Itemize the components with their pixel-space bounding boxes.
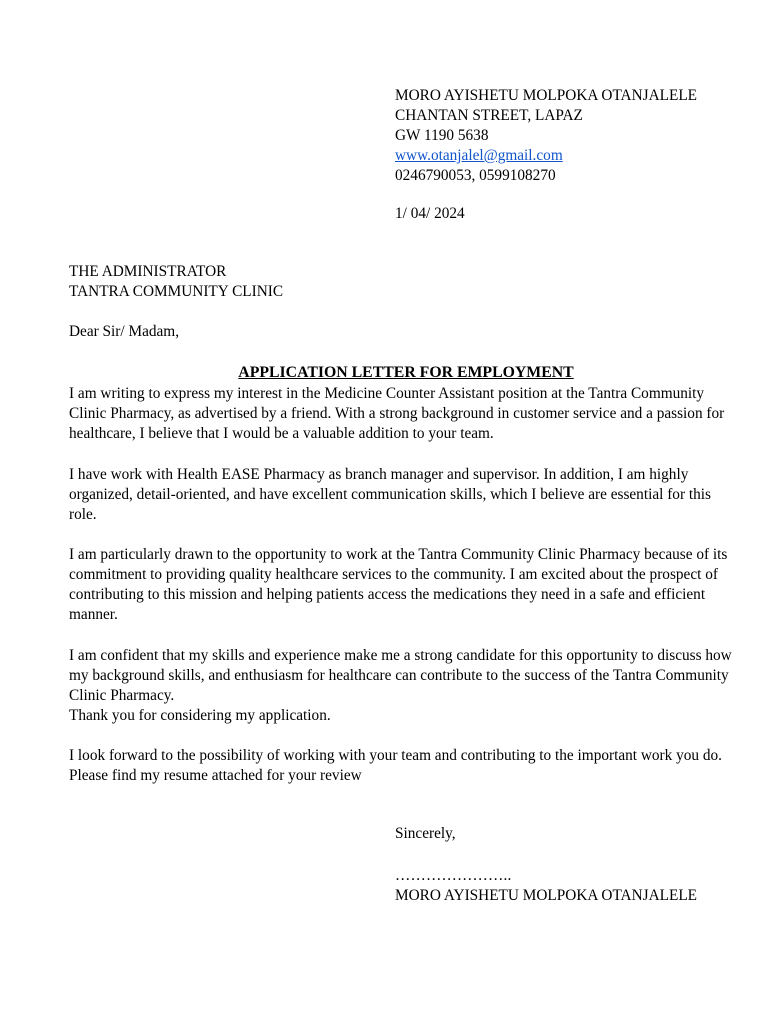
body-paragraph-2: I have work with Health EASE Pharmacy as branch manager and supervisor. In addition, I am highly organized, detail-oriented, and have excellent communication skills, which I believe are essential for this role. — [69, 465, 711, 523]
letter-body — [69, 384, 739, 807]
body-paragraph-3: I am particularly drawn to the opportunity to work at the Tantra Community Clinic Pharmacy because of its commitment to providing quality healthcare services to the community. I am excited about the prospect of contributing to this mission and helping patients access the medications they need in a safe and efficient manner. — [69, 546, 728, 623]
body-paragraph-4: I am confident that my skills and experience make me a strong candidate for this opportunity to discuss how my background skills, and enthusiasm for healthcare can contribute to the success of the Tantra Community Clinic Pharmacy. — [69, 646, 732, 704]
sender-phones: 0246790053, 0599108270 — [395, 167, 556, 184]
salutation: Dear Sir/ Madam, — [69, 323, 180, 340]
closing: Sincerely, — [395, 825, 456, 842]
sender-name: MORO AYISHETU MOLPOKA OTANJALELE — [395, 87, 698, 104]
sender-address-block — [395, 86, 755, 186]
body-paragraph-5: Thank you for considering my application. — [69, 706, 331, 724]
signature-name: MORO AYISHETU MOLPOKA OTANJALELE — [395, 887, 698, 904]
letter-date: 1/ 04/ 2024 — [395, 205, 465, 222]
recipient-title: THE ADMINISTRATOR — [69, 263, 227, 280]
subject-heading: APPLICATION LETTER FOR EMPLOYMENT — [238, 364, 574, 381]
recipient-organization: TANTRA COMMUNITY CLINIC — [69, 283, 284, 300]
sender-code: GW 1190 5638 — [395, 127, 489, 144]
body-paragraph-6: I look forward to the possibility of working with your team and contributing to the important work you do. Please find my resume attached for your review — [69, 747, 722, 784]
sender-email-link[interactable]: www.otanjalel@gmail.com — [395, 147, 563, 164]
signature-line: ………………….. — [395, 867, 512, 884]
body-paragraph-1: I am writing to express my interest in the Medicine Counter Assistant position at the Tantra Community Clinic Pharmacy, as advertised by a friend. With a strong background in customer service and a passion for healthcare, I believe that I would be a valuable addition to your team. — [69, 385, 725, 442]
sender-street: CHANTAN STREET, LAPAZ — [395, 107, 583, 124]
recipient-address-block — [69, 262, 283, 302]
